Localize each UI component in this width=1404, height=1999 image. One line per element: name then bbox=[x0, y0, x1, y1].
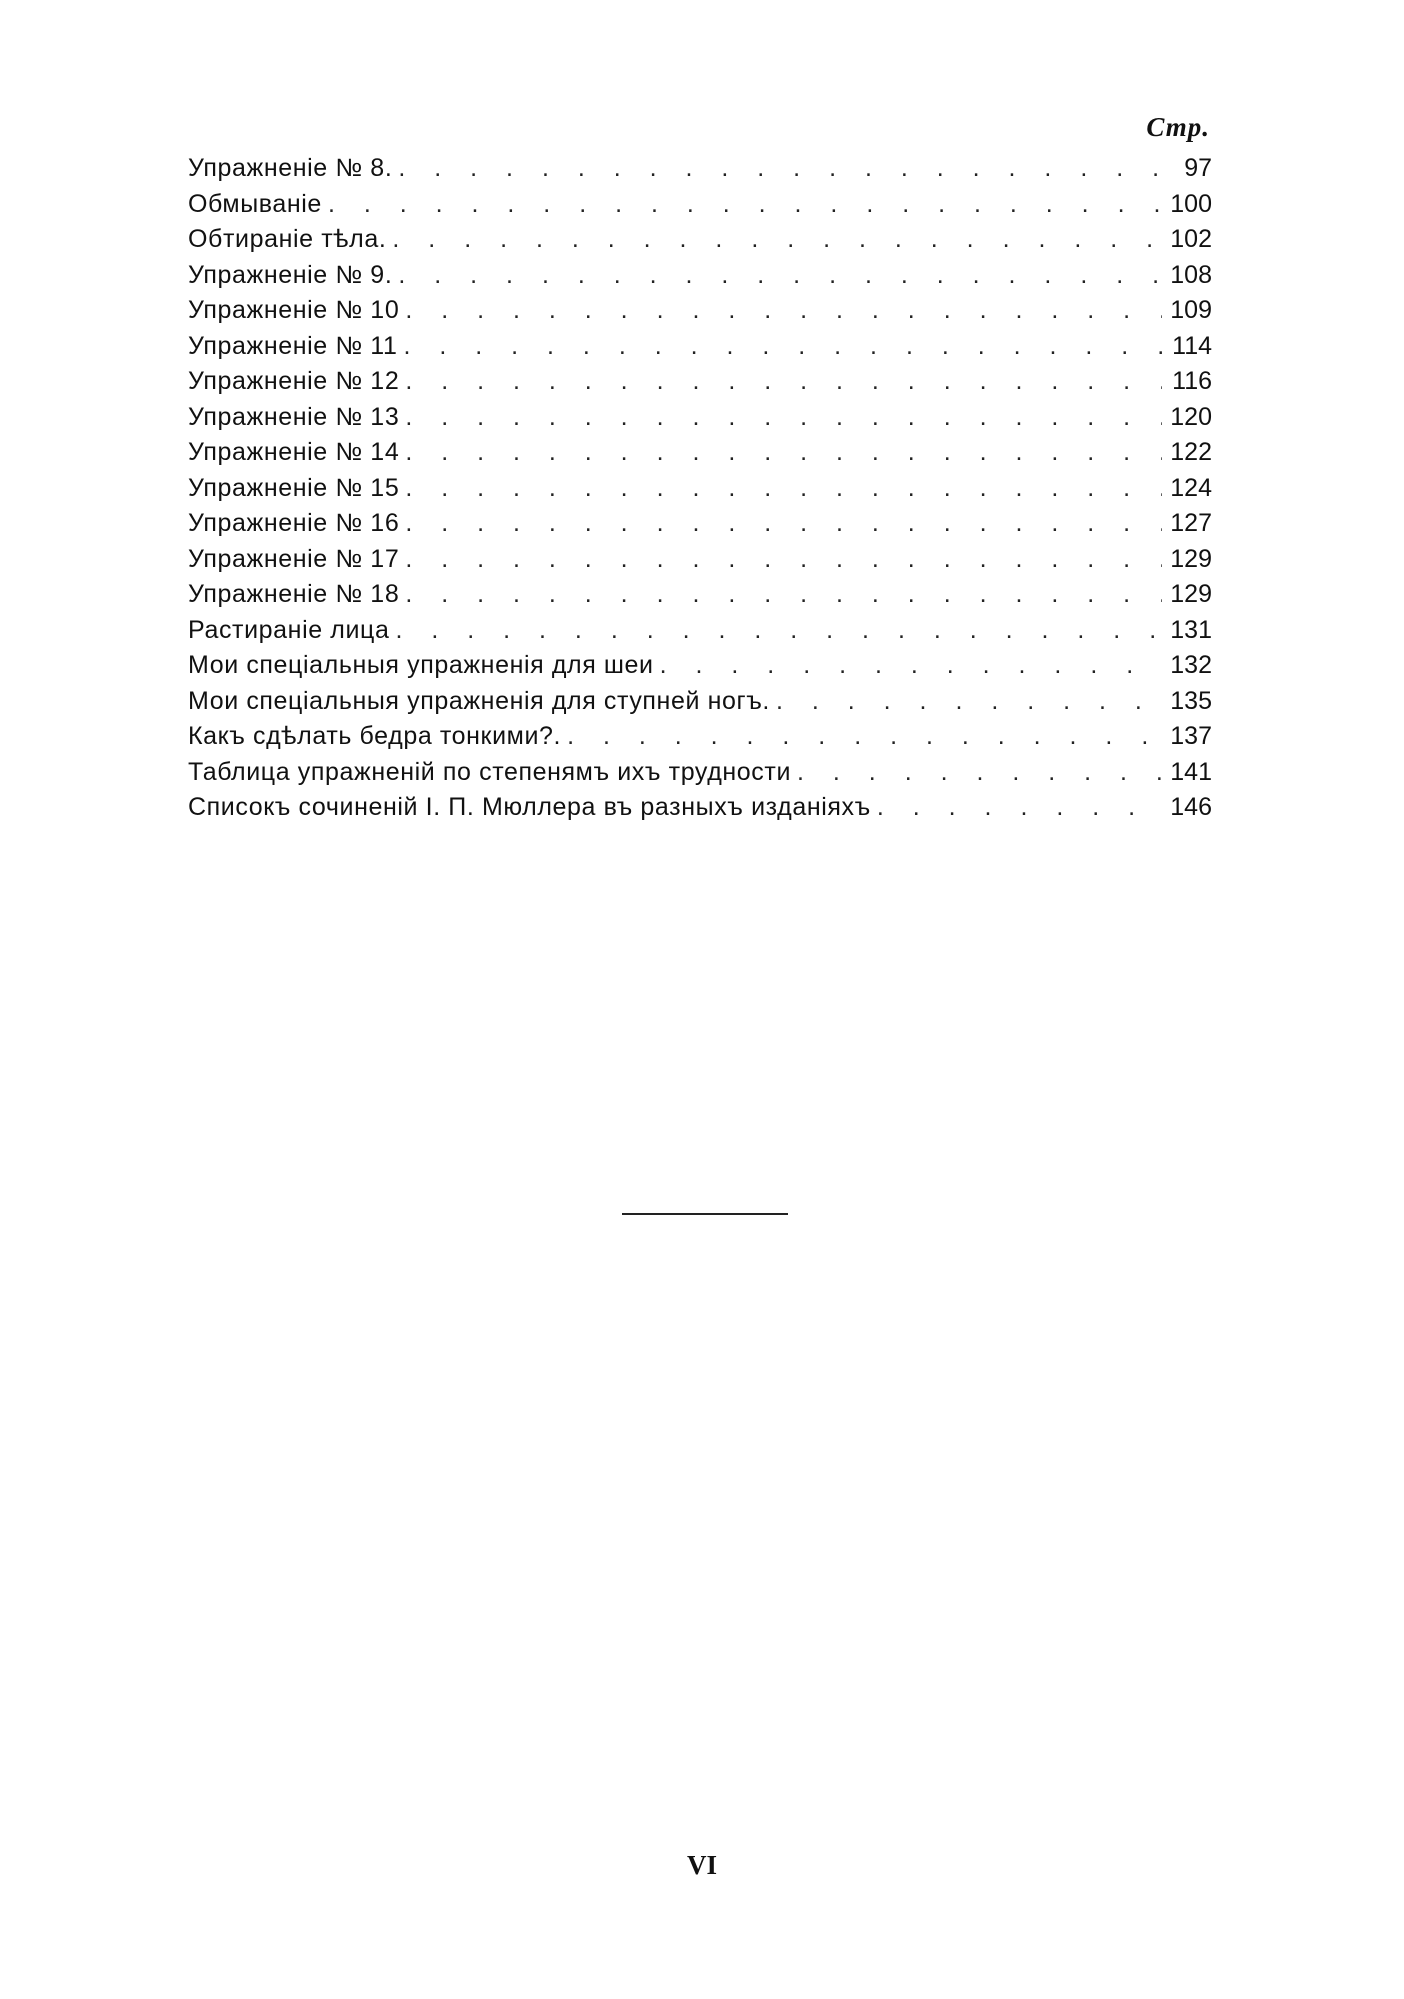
toc-dot-leader bbox=[405, 293, 1162, 329]
toc-entry-title: Упражненіе № 13 bbox=[188, 402, 400, 431]
toc-entry bbox=[188, 790, 1212, 826]
toc-dot-leader bbox=[660, 648, 1162, 684]
toc-entry-page: 131 bbox=[1170, 615, 1212, 644]
toc-entry-page: 102 bbox=[1170, 225, 1212, 253]
toc-entry-title: Упражненіе № 18 bbox=[188, 580, 400, 608]
toc-entry-page: 132 bbox=[1170, 651, 1212, 679]
toc-entry-page: 124 bbox=[1170, 473, 1212, 502]
toc-dot-leader bbox=[398, 258, 1162, 294]
toc-entry bbox=[188, 648, 1212, 684]
toc-entry bbox=[188, 471, 1212, 507]
toc-entry bbox=[188, 435, 1212, 471]
toc-entry bbox=[188, 577, 1212, 613]
toc-entry-title: Упражненіе № 17 bbox=[188, 544, 400, 573]
toc-entry-title: Обмываніе bbox=[188, 189, 322, 218]
table-of-contents bbox=[188, 151, 1212, 826]
toc-entry-title: Упражненіе № 10 bbox=[188, 296, 400, 324]
toc-entry-title: Упражненіе № 8. bbox=[188, 154, 393, 182]
toc-entry-page: 146 bbox=[1170, 793, 1212, 821]
toc-entry bbox=[188, 719, 1212, 755]
toc-entry-page: 129 bbox=[1170, 544, 1212, 573]
toc-entry-page: 141 bbox=[1170, 757, 1212, 786]
page-column-header: Стр. bbox=[1146, 112, 1210, 142]
toc-entry bbox=[188, 151, 1212, 187]
toc-entry-page: 122 bbox=[1170, 438, 1212, 466]
toc-entry-page: 127 bbox=[1170, 509, 1212, 537]
toc-entry-page: 137 bbox=[1170, 722, 1212, 750]
toc-entry-page: 97 bbox=[1184, 154, 1212, 182]
toc-entry bbox=[188, 329, 1212, 365]
toc-dot-leader bbox=[398, 151, 1162, 187]
toc-entry bbox=[188, 684, 1212, 720]
toc-entry bbox=[188, 187, 1212, 223]
toc-entry-title: Таблица упражненій по степенямъ ихъ трудности bbox=[188, 757, 792, 786]
toc-entry bbox=[188, 613, 1212, 649]
toc-entry-title: Упражненіе № 16 bbox=[188, 509, 400, 537]
toc-entry-title: Упражненіе № 11 bbox=[188, 331, 398, 360]
toc-dot-leader bbox=[395, 613, 1162, 649]
toc-entry-title: Растираніе лица bbox=[188, 615, 390, 644]
toc-entry-title: Списокъ сочиненій I. П. Мюллера въ разныхъ изданіяхъ bbox=[188, 793, 871, 821]
toc-dot-leader bbox=[567, 719, 1162, 755]
toc-entry-title: Упражненіе № 15 bbox=[188, 473, 400, 502]
section-divider bbox=[622, 1213, 788, 1215]
toc-entry-page: 135 bbox=[1170, 686, 1212, 715]
toc-entry-page: 116 bbox=[1172, 367, 1212, 395]
toc-dot-leader bbox=[405, 506, 1162, 542]
page-number: VI bbox=[686, 1850, 717, 1880]
toc-entry bbox=[188, 542, 1212, 578]
toc-dot-leader bbox=[797, 755, 1162, 791]
toc-entry-page: 114 bbox=[1172, 331, 1212, 360]
toc-entry bbox=[188, 364, 1212, 400]
toc-entry-title: Какъ сдѣлать бедра тонкими?. bbox=[188, 722, 562, 750]
toc-entry bbox=[188, 293, 1212, 329]
toc-dot-leader bbox=[403, 329, 1162, 365]
toc-dot-leader bbox=[328, 187, 1162, 223]
toc-dot-leader bbox=[405, 577, 1162, 613]
toc-entry-title: Мои спеціальныя упражненія для шеи bbox=[188, 651, 654, 679]
toc-dot-leader bbox=[877, 790, 1162, 826]
toc-dot-leader bbox=[405, 542, 1162, 578]
toc-entry-page: 109 bbox=[1170, 296, 1212, 324]
toc-entry bbox=[188, 400, 1212, 436]
toc-dot-leader bbox=[776, 684, 1162, 720]
toc-dot-leader bbox=[405, 471, 1162, 507]
toc-entry-page: 120 bbox=[1170, 402, 1212, 431]
toc-dot-leader bbox=[405, 400, 1162, 436]
toc-entry bbox=[188, 222, 1212, 258]
toc-dot-leader bbox=[405, 435, 1162, 471]
toc-entry-page: 100 bbox=[1170, 189, 1212, 218]
toc-entry-title: Мои спеціальныя упражненія для ступней ногъ. bbox=[188, 686, 770, 715]
toc-entry bbox=[188, 506, 1212, 542]
toc-entry bbox=[188, 755, 1212, 791]
toc-entry-title: Упражненіе № 9. bbox=[188, 260, 393, 289]
toc-entry-page: 129 bbox=[1170, 580, 1212, 608]
toc-entry bbox=[188, 258, 1212, 294]
toc-entry-title: Обтираніе тѣла. bbox=[188, 225, 387, 253]
toc-entry-title: Упражненіе № 14 bbox=[188, 438, 400, 466]
toc-dot-leader bbox=[392, 222, 1162, 258]
toc-entry-page: 108 bbox=[1170, 260, 1212, 289]
toc-entry-title: Упражненіе № 12 bbox=[188, 367, 400, 395]
toc-dot-leader bbox=[405, 364, 1162, 400]
